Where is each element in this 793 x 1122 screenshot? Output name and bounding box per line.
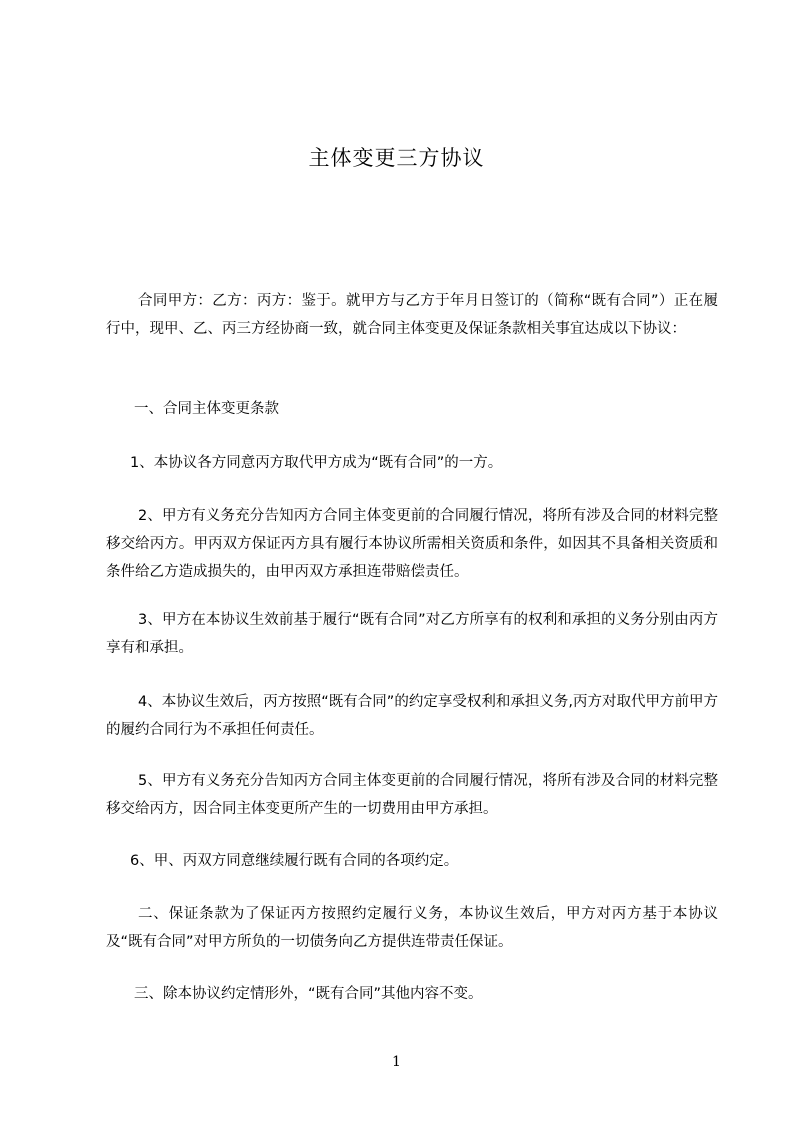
clause-4: 4、本协议生效后，丙方按照“既有合同”的约定享受权利和承担义务,丙方对取代甲方前甲方的履约合同行为不承担任何责任。 <box>106 694 718 738</box>
clause-1: 1、本协议各方同意丙方取代甲方成为“既有合同”的一方。 <box>130 455 503 471</box>
intro-paragraph: 合同甲方：乙方：丙方：鉴于。就甲方与乙方于年月日签订的（简称“既有合同”）正在履行中，现甲、乙、丙三方经协商一致，就合同主体变更及保证条款相关事宜达成以下协议： <box>106 293 718 337</box>
section-2-paragraph: 二、保证条款为了保证丙方按照约定履行义务，本协议生效后，甲方对丙方基于本协议及“既有合同”对甲方所负的一切债务向乙方提供连带责任保证。 <box>106 906 718 950</box>
section-3-paragraph: 三、除本协议约定情形外，“既有合同”其他内容不变。 <box>134 986 483 1002</box>
clause-6: 6、甲、丙双方同意继续履行既有合同的各项约定。 <box>130 853 459 869</box>
page-number: 1 <box>392 1054 401 1070</box>
clause-2: 2、甲方有义务充分告知丙方合同主体变更前的合同履行情况，将所有涉及合同的材料完整移交给丙方。甲丙双方保证丙方具有履行本协议所需相关资质和条件，如因其不具备相关资质和条件给乙方造成损失的，由甲丙双方承担连带赔偿责任。 <box>106 508 718 580</box>
section-heading-1: 一、合同主体变更条款 <box>134 401 279 417</box>
document-title: 主体变更三方协议 <box>308 146 485 170</box>
clause-5: 5、甲方有义务充分告知丙方合同主体变更前的合同履行情况，将所有涉及合同的材料完整移交给丙方，因合同主体变更所产生的一切费用由甲方承担。 <box>106 773 718 817</box>
clause-3: 3、甲方在本协议生效前基于履行“既有合同”对乙方所享有的权利和承担的义务分别由丙方享有和承担。 <box>106 612 718 656</box>
